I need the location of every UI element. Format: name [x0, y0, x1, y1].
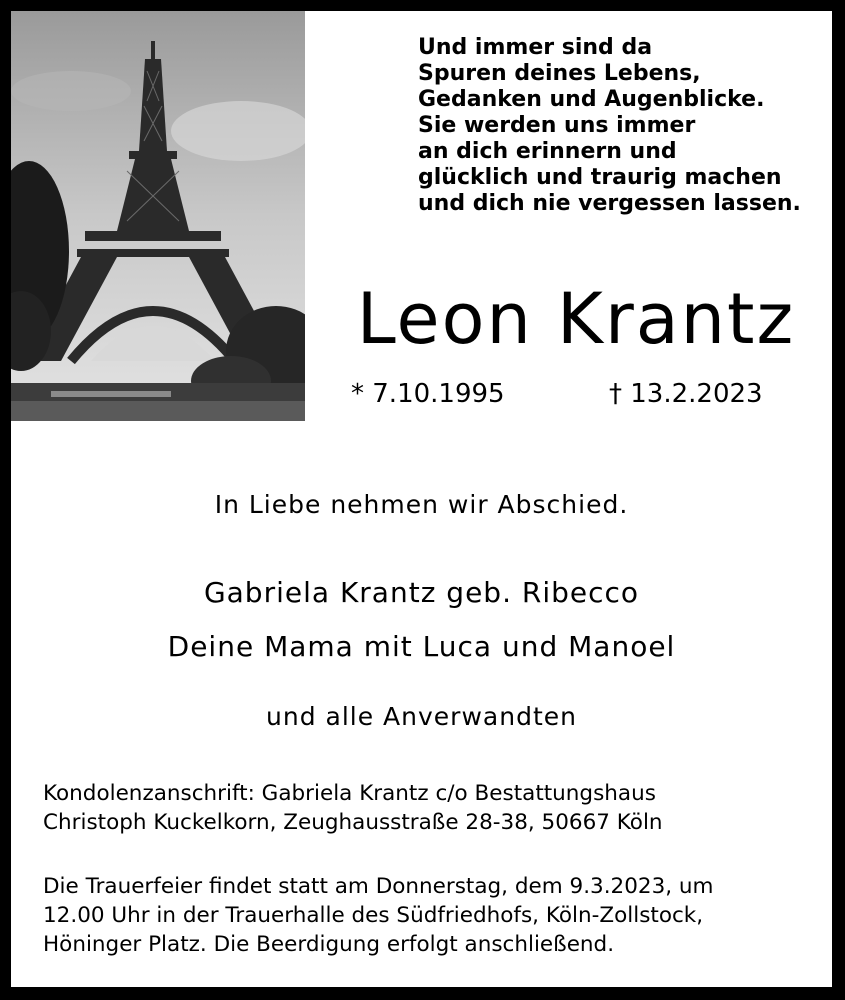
- address-line: Christoph Kuckelkorn, Zeughausstraße 28-38, 50667 Köln: [43, 810, 663, 835]
- ceremony-line: Höninger Platz. Die Beerdigung erfolgt anschließend.: [43, 932, 615, 957]
- condolence-address: [43, 779, 823, 837]
- address-line: Kondolenzanschrift: Gabriela Krantz c/o Bestattungshaus: [43, 781, 656, 806]
- poem-line: an dich erinnern und: [418, 139, 677, 164]
- poem-line: und dich nie vergessen lassen.: [418, 191, 801, 216]
- farewell-line: In Liebe nehmen wir Abschied.: [214, 490, 629, 519]
- mourner-line-2: Deine Mama mit Luca und Manoel: [167, 630, 676, 663]
- poem-line: Spuren deines Lebens,: [418, 61, 701, 86]
- poem-line: Und immer sind da: [418, 35, 653, 60]
- memorial-poem: [418, 35, 818, 217]
- ceremony-line: 12.00 Uhr in der Trauerhalle des Südfriedhofs, Köln-Zollstock,: [43, 903, 704, 928]
- eiffel-tower-photo: [11, 11, 305, 421]
- ceremony-info: [43, 872, 823, 959]
- birth-date: * 7.10.1995: [351, 379, 505, 409]
- poem-line: Gedanken und Augenblicke.: [418, 87, 765, 112]
- poem-line: glücklich und traurig machen: [418, 165, 782, 190]
- obituary-card: [11, 11, 832, 987]
- death-date: † 13.2.2023: [609, 379, 763, 409]
- relatives-line: und alle Anverwandten: [266, 702, 577, 731]
- mourner-line-1: Gabriela Krantz geb. Ribecco: [203, 576, 640, 609]
- ceremony-line: Die Trauerfeier findet statt am Donnerstag, dem 9.3.2023, um: [43, 874, 714, 899]
- poem-line: Sie werden uns immer: [418, 113, 696, 138]
- deceased-name: Leon Krantz: [356, 278, 796, 360]
